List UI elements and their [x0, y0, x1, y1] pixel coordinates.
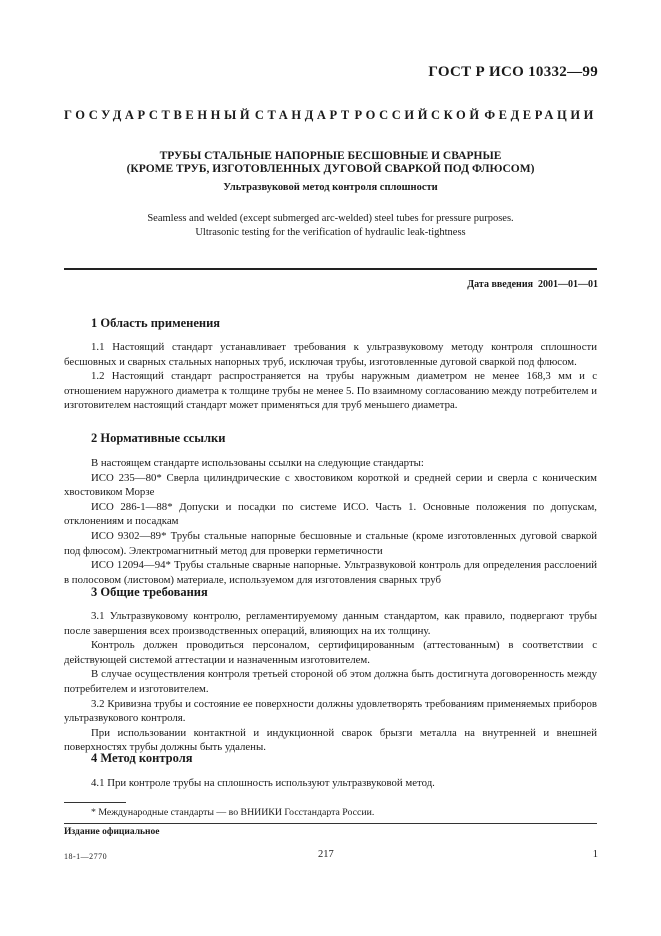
- section-1-body: [64, 340, 597, 413]
- paragraph: 4.1 При контроле трубы на сплошность используют ультразвуковой метод.: [91, 777, 435, 789]
- title-en-line1: Seamless and welded (except submerged arc-welded) steel tubes for pressure purposes.: [147, 213, 514, 224]
- official-edition-label: Издание официальное: [64, 827, 160, 837]
- paragraph: Контроль должен проводиться персоналом, сертифицированным (аттестованным) в соответствии с действующей системой аттестации и назначенным изготовителем.: [64, 639, 597, 666]
- subtitle-ru: Ультразвуковой метод контроля сплошности: [223, 182, 438, 193]
- introduction-date: Дата введения 2001—01—01: [467, 279, 598, 290]
- title-ru-line1: ТРУБЫ СТАЛЬНЫЕ НАПОРНЫЕ БЕСШОВНЫЕ И СВАРНЫЕ: [159, 150, 502, 162]
- section-2-heading: 2 Нормативные ссылки: [91, 431, 226, 445]
- title-en: [64, 212, 597, 240]
- title-ru-line2: (КРОМЕ ТРУБ, ИЗГОТОВЛЕННЫХ ДУГОВОЙ СВАРКОЙ ПОД ФЛЮСОМ): [126, 163, 535, 175]
- reference-item: ИСО 286-1—88* Допуски и посадки по системе ИСО. Часть 1. Основные положения по допускам, отклонениям и посадкам: [64, 500, 597, 528]
- footnote: * Международные стандарты — во ВНИИКИ Госстандарта России.: [91, 807, 375, 818]
- page-number: 217: [318, 849, 334, 860]
- banner-word: ФЕДЕРАЦИИ: [484, 108, 597, 122]
- title-block: [64, 150, 597, 240]
- sheet-number: 1: [592, 849, 598, 860]
- banner-word: ГОСУДАРСТВЕННЫЙ: [64, 108, 254, 122]
- document-number: ГОСТ Р ИСО 10332—99: [428, 64, 598, 80]
- paragraph: 3.2 Кривизна трубы и состояние ее поверхности должны удовлетворять требованиям применяемых приборов ультразвукового контроля.: [64, 697, 597, 725]
- footer-rule: [64, 823, 597, 824]
- order-code: 18-1—2770: [64, 852, 108, 861]
- header-rule: [64, 268, 597, 270]
- paragraph: При использовании контактной и индукционной сварок брызги металла на внутренней и внешней поверхностях трубы должны быть удалены.: [64, 726, 597, 754]
- paragraph: В настоящем стандарте использованы ссылки на следующие стандарты:: [91, 457, 424, 469]
- reference-item: ИСО 235—80* Сверла цилиндрические с хвостовиком короткой и средней серии и сверла с коническим хвостовиком Морзе: [64, 471, 597, 499]
- section-2-body: [64, 456, 597, 587]
- banner-word: СТАНДАРТ: [254, 108, 353, 122]
- section-4-body: [64, 776, 597, 791]
- footnote-rule: [64, 802, 126, 803]
- paragraph: 3.1 Ультразвуковому контролю, регламентируемому данным стандартом, как правило, подвергают трубы после завершения всех производственных операций, влияющих на их толщину.: [64, 610, 597, 637]
- title-en-line2: Ultrasonic testing for the verification of hydraulic leak-tightness: [195, 227, 466, 238]
- paragraph: В случае осуществления контроля третьей стороной об этом должна быть достигнута договоренность между потребителем и изготовителем.: [64, 668, 597, 695]
- paragraph: 1.1 Настоящий стандарт устанавливает требования к ультразвуковому методу контроля сплошности бесшовных и сварных стальных напорных труб, исключая трубы, изготовленные дуговой сваркой под флюсом.: [64, 341, 597, 368]
- banner-word: РОССИЙСКОЙ: [354, 108, 483, 122]
- section-3-body: [64, 609, 597, 755]
- reference-item: ИСО 9302—89* Трубы стальные напорные бесшовные и стальные (кроме изготовленных дуговой сваркой под флюсом). Электромагнитный метод для проверки герметичности: [64, 529, 597, 557]
- section-3-heading: 3 Общие требования: [91, 585, 208, 599]
- reference-item: ИСО 12094—94* Трубы стальные сварные напорные. Ультразвуковой контроль для определения расслоений в полосовом (листовом) материале, используемом для изготовления сварных труб: [64, 559, 597, 586]
- paragraph: 1.2 Настоящий стандарт распространяется на трубы наружным диаметром не менее 168,3 мм и с отношением наружного диаметра к толщине трубы не менее 5. По взаимному согласованию между потребителем и изготовителем настоящий стандарт может применяться для труб меньшего диаметра.: [64, 370, 597, 412]
- section-1-heading: 1 Область применения: [91, 316, 221, 330]
- state-standard-banner: [64, 108, 597, 123]
- section-4-heading: 4 Метод контроля: [91, 751, 193, 765]
